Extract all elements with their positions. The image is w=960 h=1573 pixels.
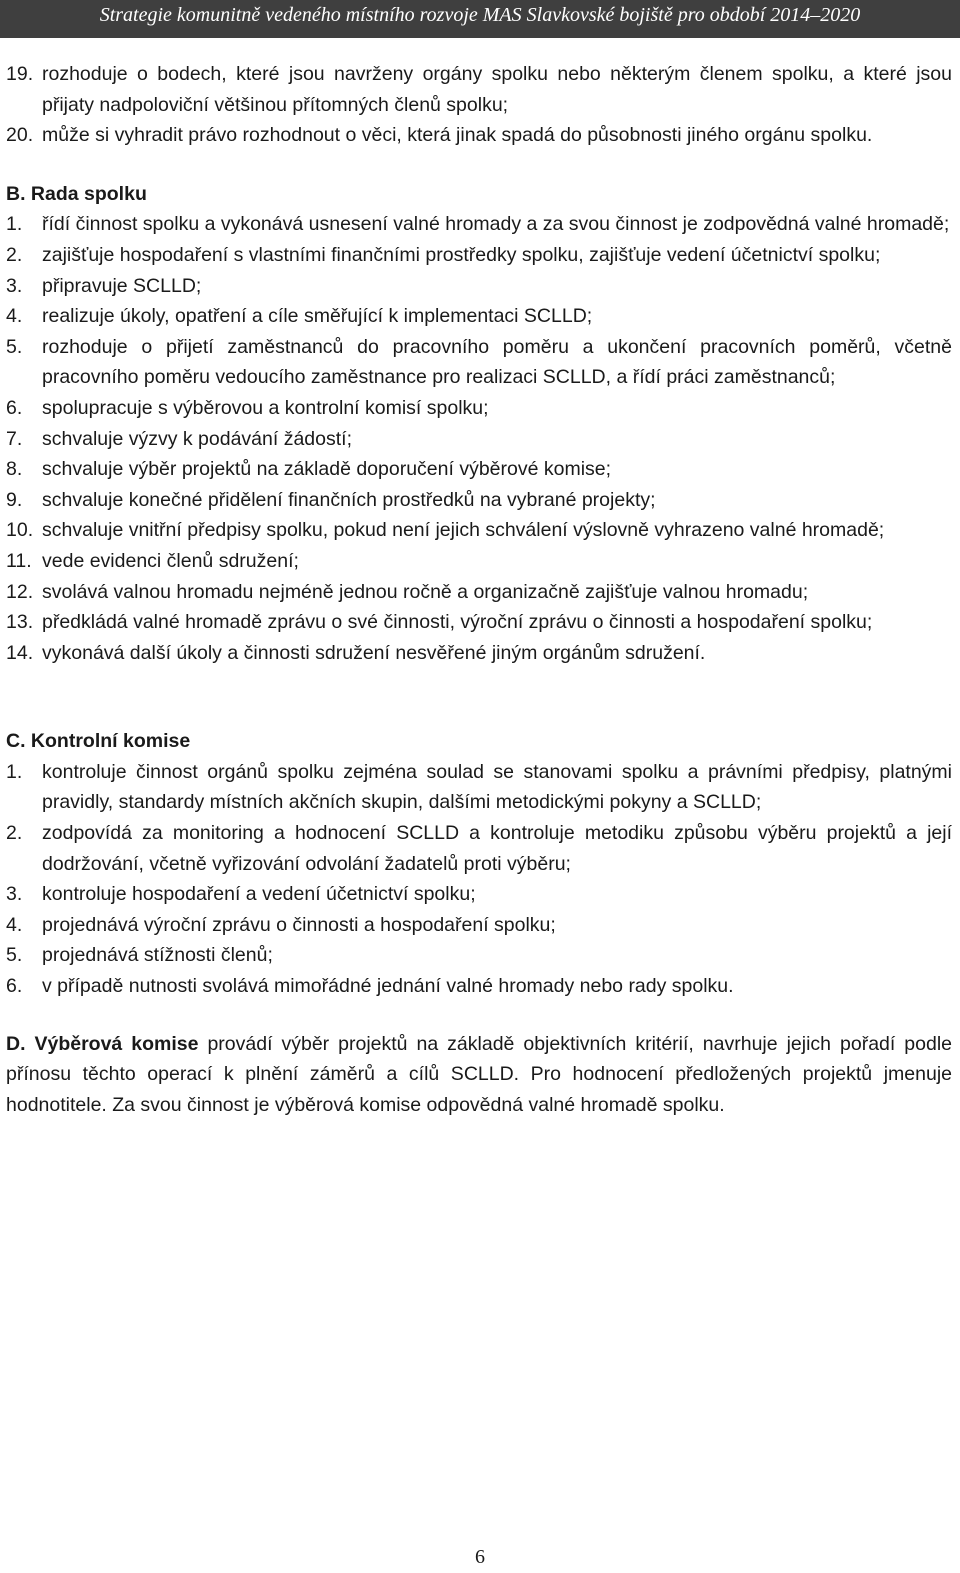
list-item (6, 546, 952, 577)
spacer (6, 668, 952, 726)
item-text: rozhoduje o bodech, které jsou navrženy orgány spolku nebo některým členem spolku, a které jsou přijaty nadpoloviční většinou přítomných členů spolku; (42, 63, 952, 116)
item-text: schvaluje vnitřní předpisy spolku, pokud není jejich schválení výslovně vyhrazeno valné hromadě; (42, 519, 885, 542)
list-item (6, 393, 952, 424)
item-text: spolupracuje s výběrovou a kontrolní komisí spolku; (42, 396, 489, 419)
item-text: zodpovídá za monitoring a hodnocení SCLLD a kontroluje metodiku způsobu výběru projektů a její dodržování, včetně vyřizování odvolání žadatelů proti výběru; (42, 822, 952, 875)
item-number: 6. (6, 975, 23, 998)
item-number: 20. (6, 124, 34, 147)
list-item (6, 607, 952, 638)
list-item (6, 515, 952, 546)
item-number: 8. (6, 458, 23, 481)
page-number: 6 (475, 1546, 485, 1568)
list-item (6, 638, 952, 669)
list-item (6, 240, 952, 271)
item-number: 1. (6, 213, 23, 236)
item-text: může si vyhradit právo rozhodnout o věci, která jinak spadá do působnosti jiného orgánu spolku. (42, 124, 873, 147)
document-body (6, 59, 952, 1120)
item-number: 1. (6, 760, 23, 783)
item-number: 3. (6, 274, 23, 297)
item-number: 19. (6, 63, 34, 85)
list-item (6, 940, 952, 971)
list-item (6, 120, 952, 151)
section-d-text: provádí výběr projektů na základě objektivních kritérií, navrhuje jejich pořadí podle přínosu těchto operací k plnění záměrů a cílů SCLLD. Pro hodnocení předložených projektů jmenuje hodnotitele. Za svou činnost je výběrová komise odpovědná valné hromadě spolku. (6, 1032, 952, 1116)
list-item (6, 424, 952, 455)
top-list (6, 59, 952, 151)
item-text: projednává výroční zprávu o činnosti a hospodaření spolku; (42, 913, 556, 936)
list-item (6, 301, 952, 332)
section-d-title: D. Výběrová komise (6, 1032, 199, 1055)
item-text: projednává stížnosti členů; (42, 944, 273, 967)
item-text: předkládá valné hromadě zprávu o své činnosti, výroční zprávu o činnosti a hospodaření spolku; (42, 611, 873, 634)
item-number: 14. (6, 641, 34, 664)
list-item (6, 485, 952, 516)
item-text: schvaluje výzvy k podávání žádostí; (42, 427, 352, 450)
item-number: 4. (6, 305, 23, 328)
item-text: schvaluje výběr projektů na základě doporučení výběrové komise; (42, 458, 612, 481)
item-number: 3. (6, 883, 23, 906)
item-text: vykonává další úkoly a činnosti sdružení nesvěřené jiným orgánům sdružení. (42, 641, 706, 664)
list-item (6, 577, 952, 608)
item-text: zajišťuje hospodaření s vlastními finančními prostředky spolku, zajišťuje vedení účetnictví spolku; (42, 243, 881, 266)
item-number: 10. (6, 519, 34, 542)
item-text: realizuje úkoly, opatření a cíle směřující k implementaci SCLLD; (42, 305, 593, 328)
section-b-title: B. Rada spolku (6, 182, 147, 205)
list-item (6, 910, 952, 941)
item-number: 12. (6, 580, 34, 603)
item-text: rozhoduje o přijetí zaměstnanců do pracovního poměru a ukončení pracovních poměrů, včetně pracovního poměru vedoucího zaměstnance pro realizaci SCLLD, a řídí práci zaměstnanců; (42, 335, 952, 389)
spacer (6, 151, 952, 179)
item-text: vede evidenci členů sdružení; (42, 549, 299, 572)
section-c-list (6, 757, 952, 1002)
item-number: 5. (6, 944, 23, 967)
list-item (6, 454, 952, 485)
item-text: schvaluje konečné přidělení finančních prostředků na vybrané projekty; (42, 488, 656, 511)
item-number: 11. (6, 549, 32, 572)
item-text: kontroluje hospodaření a vedení účetnictví spolku; (42, 883, 476, 906)
item-number: 13. (6, 611, 34, 634)
item-number: 2. (6, 243, 23, 266)
item-number: 7. (6, 427, 23, 450)
item-text: v případě nutnosti svolává mimořádné jednání valné hromady nebo rady spolku. (42, 975, 734, 998)
list-item (6, 59, 952, 120)
list-item (6, 818, 952, 879)
section-d-paragraph (6, 1029, 952, 1121)
list-item (6, 209, 952, 240)
item-number: 9. (6, 488, 23, 511)
item-text: kontroluje činnost orgánů spolku zejména soulad se stanovami spolku a právními předpisy, platnými pravidly, standardy místních akčních skupin, dalšími metodickými pokyny a SCLLD; (42, 760, 952, 814)
list-item (6, 879, 952, 910)
item-number: 4. (6, 913, 23, 936)
spacer (6, 1002, 952, 1029)
list-item (6, 332, 952, 393)
running-header: Strategie komunitně vedeného místního rozvoje MAS Slavkovské bojiště pro období 2014–2020 (0, 0, 960, 38)
item-number: 5. (6, 335, 23, 358)
list-item (6, 971, 952, 1002)
section-c-title: C. Kontrolní komise (6, 730, 191, 753)
section-b-list (6, 209, 952, 668)
item-number: 6. (6, 396, 23, 419)
item-text: řídí činnost spolku a vykonává usnesení valné hromady a za svou činnost je zodpovědná valné hromadě; (42, 213, 950, 236)
list-item (6, 757, 952, 818)
item-text: svolává valnou hromadu nejméně jednou ročně a organizačně zajišťuje valnou hromadu; (42, 580, 809, 603)
item-text: připravuje SCLLD; (42, 274, 202, 297)
list-item (6, 271, 952, 302)
item-number: 2. (6, 822, 23, 845)
